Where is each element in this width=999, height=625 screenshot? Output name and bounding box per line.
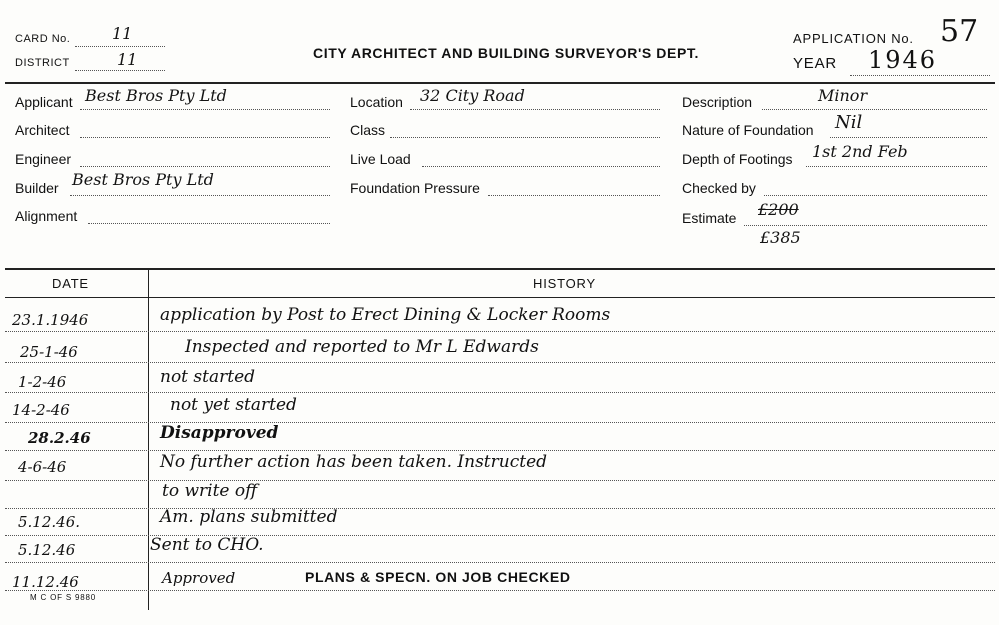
district-value: 11 [117, 50, 138, 69]
row-line [5, 562, 995, 563]
estimate-value-struck: £200 [758, 200, 799, 219]
row-line [5, 331, 995, 332]
year-line [850, 75, 990, 76]
application-no-label: APPLICATION No. [793, 31, 914, 46]
year-label: YEAR [793, 55, 838, 72]
row-line [5, 392, 995, 393]
district-line [75, 70, 165, 71]
location-label: Location [350, 94, 403, 110]
class-label: Class [350, 122, 386, 138]
engineer-line [80, 166, 330, 167]
history-entry-4: not yet started [170, 395, 297, 415]
live-load-label: Live Load [350, 151, 411, 167]
history-entry-6: No further action has been taken. Instructed [160, 452, 548, 472]
history-date-8: 5.12.46. [18, 513, 81, 531]
estimate-value: £385 [760, 228, 801, 247]
history-entry-8: Am. plans submitted [160, 507, 338, 527]
builder-label: Builder [15, 180, 59, 196]
history-entry-5: Disapproved [160, 423, 279, 443]
history-date-2: 25-1-46 [20, 343, 78, 361]
row-line [5, 508, 995, 509]
header-rule [5, 82, 995, 84]
department-title: CITY ARCHITECT AND BUILDING SURVEYOR'S DEPT. [313, 45, 699, 61]
architect-line [80, 137, 330, 138]
class-line [390, 137, 660, 138]
nature-of-foundation-label: Nature of Foundation [682, 122, 814, 138]
date-column-header: DATE [52, 276, 89, 291]
estimate-line [744, 225, 987, 226]
checked-by-line [764, 195, 987, 196]
location-line [410, 109, 660, 110]
row-line [5, 590, 995, 591]
history-column-header: HISTORY [533, 276, 596, 291]
description-label: Description [682, 94, 753, 110]
nature-of-foundation-value: Nil [835, 112, 863, 133]
applicant-value: Best Bros Pty Ltd [85, 86, 227, 105]
card-no-value: 11 [112, 24, 133, 43]
architect-label: Architect [15, 122, 70, 138]
card-no-line [75, 46, 165, 47]
history-header-rule [5, 297, 995, 298]
engineer-label: Engineer [15, 151, 72, 167]
history-entry-9: Sent to CHO. [150, 535, 264, 555]
card-no-label: CARD No. [15, 33, 71, 45]
history-date-6: 4-6-46 [18, 458, 67, 476]
live-load-line [422, 166, 660, 167]
row-line [5, 362, 995, 363]
history-entry-10: Approved [162, 569, 236, 587]
alignment-line [88, 223, 330, 224]
builder-value: Best Bros Pty Ltd [72, 170, 214, 189]
approval-stamp: PLANS & SPECN. ON JOB CHECKED [305, 569, 571, 585]
row-line [5, 480, 995, 481]
district-label: DISTRICT [15, 57, 70, 69]
foundation-pressure-label: Foundation Pressure [350, 180, 480, 196]
depth-of-footings-label: Depth of Footings [682, 151, 793, 167]
description-line [762, 109, 987, 110]
depth-of-footings-value: 1st 2nd Feb [812, 142, 908, 161]
description-value: Minor [818, 86, 868, 105]
history-date-5: 28.2.46 [28, 429, 91, 447]
date-column-divider [148, 268, 149, 610]
depth-of-footings-line [806, 166, 987, 167]
history-entry-2: Inspected and reported to Mr L Edwards [185, 337, 539, 357]
history-date-1: 23.1.1946 [12, 311, 89, 329]
history-date-3: 1-2-46 [18, 373, 67, 391]
year-value: 1946 [868, 46, 938, 74]
application-no-value: 57 [940, 14, 979, 49]
foundation-pressure-line [488, 195, 660, 196]
nature-of-foundation-line [830, 137, 987, 138]
alignment-label: Alignment [15, 208, 78, 224]
history-date-4: 14-2-46 [12, 401, 70, 419]
history-date-9: 5.12.46 [18, 541, 76, 559]
location-value: 32 City Road [420, 86, 525, 105]
row-line [5, 422, 995, 423]
history-entry-7: to write off [162, 481, 258, 501]
history-entry-3: not started [160, 367, 256, 387]
builder-line [70, 195, 330, 196]
applicant-line [80, 109, 330, 110]
history-top-rule [5, 268, 995, 270]
applicant-label: Applicant [15, 94, 73, 110]
checked-by-label: Checked by [682, 180, 756, 196]
footer-print-code: M C OF S 9880 [30, 593, 96, 602]
history-date-10: 11.12.46 [12, 573, 79, 591]
history-entry-1: application by Post to Erect Dining & Locker Rooms [160, 305, 611, 325]
row-line [5, 450, 995, 451]
estimate-label: Estimate [682, 210, 737, 226]
